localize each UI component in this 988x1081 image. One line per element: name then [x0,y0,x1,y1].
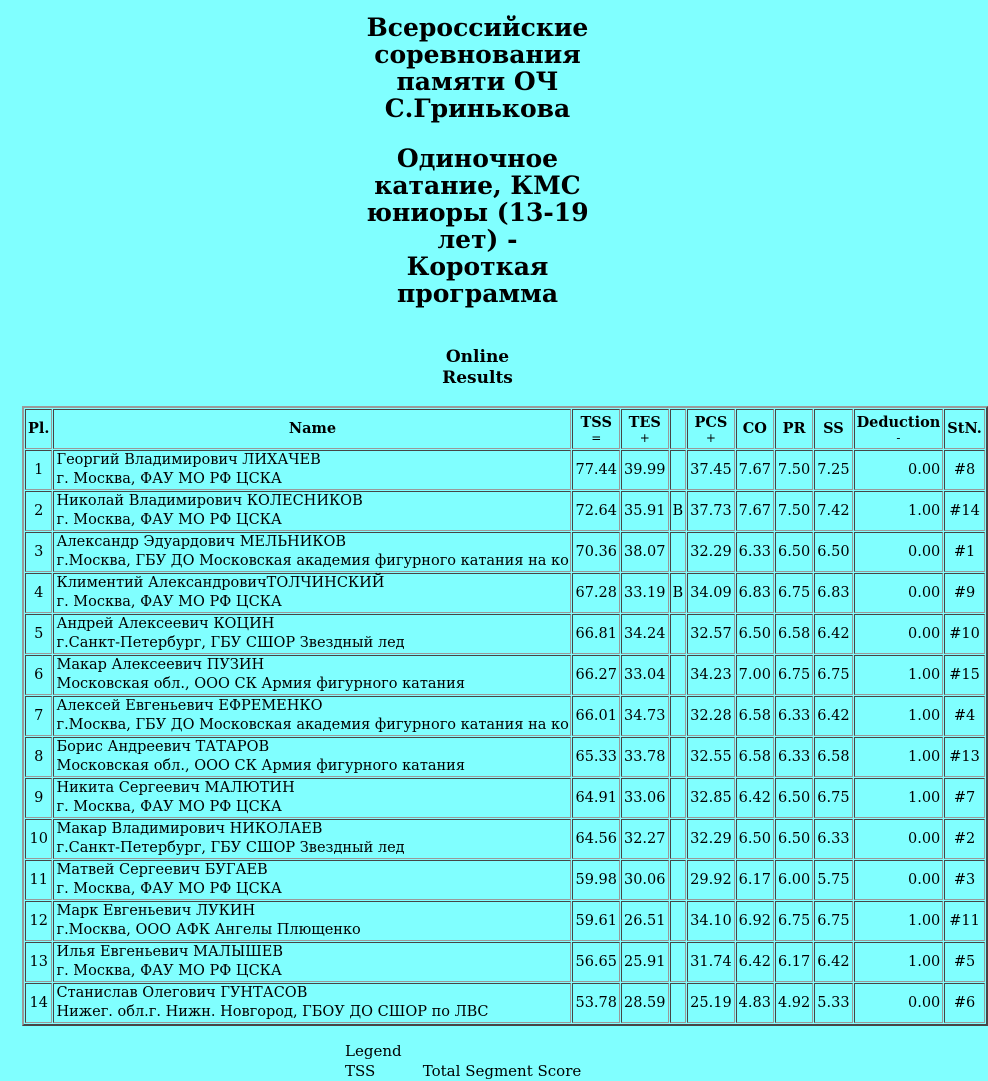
event-title-line: Одиночное [396,144,559,173]
table-row [25,532,985,572]
pr-cell: 6.75 [775,901,813,941]
ss-cell: 6.42 [814,942,852,982]
co-cell: 6.50 [736,614,774,654]
tss-cell: 56.65 [572,942,620,982]
deduction-cell: 1.00 [854,655,944,695]
co-cell: 7.00 [736,655,774,695]
tes-cell: 25.91 [621,942,669,982]
ss-cell: 7.25 [814,450,852,490]
ss-cell: 5.33 [814,983,852,1023]
co-cell: 6.42 [736,942,774,982]
col-header-stn: StN. [944,409,985,449]
bonus-flag-cell [670,778,687,818]
ss-cell: 5.75 [814,860,852,900]
event-title-line: катание, КМС [374,171,581,200]
table-row [25,778,985,818]
deduction-cell: 1.00 [854,491,944,531]
tes-cell: 26.51 [621,901,669,941]
table-row [25,655,985,695]
tss-cell: 70.36 [572,532,620,572]
pr-cell: 6.50 [775,532,813,572]
bonus-flag-cell [670,737,687,777]
tes-cell: 33.78 [621,737,669,777]
pr-cell: 6.50 [775,819,813,859]
skater-name: Николай Владимирович КОЛЕСНИКОВ [56,493,363,509]
start-number-cell: #7 [944,778,985,818]
skater-club: г. Москва, ФАУ МО РФ ЦСКА [56,512,282,528]
pcs-cell: 32.28 [687,696,735,736]
competition-title-line: памяти ОЧ [396,67,559,96]
col-header-ss: SS [814,409,852,449]
start-number-cell: #8 [944,450,985,490]
ss-cell: 6.42 [814,696,852,736]
bonus-flag-cell [670,819,687,859]
bonus-flag-cell [670,860,687,900]
deduction-cell: 1.00 [854,737,944,777]
skater-club: г. Москва, ФАУ МО РФ ЦСКА [56,881,282,897]
online-label: Online [445,347,510,367]
tes-cell: 39.99 [621,450,669,490]
table-row [25,737,985,777]
name-cell [53,901,571,941]
start-number-cell: #2 [944,819,985,859]
col-header-tes [621,409,669,449]
tss-cell: 66.27 [572,655,620,695]
ss-cell: 7.42 [814,491,852,531]
skater-club: Московская обл., ООО СК Армия фигурного катания [56,676,465,692]
pcs-cell: 34.09 [687,573,735,613]
name-cell [53,737,571,777]
skater-club: г. Москва, ФАУ МО РФ ЦСКА [56,963,282,979]
start-number-cell: #14 [944,491,985,531]
tss-cell: 66.01 [572,696,620,736]
competition-title-line: С.Гринькова [384,94,571,123]
table-row [25,860,985,900]
place-cell: 10 [25,819,52,859]
bonus-flag-cell [670,614,687,654]
deduction-cell: 0.00 [854,819,944,859]
co-cell: 6.58 [736,737,774,777]
results-label: Results [442,368,513,388]
ss-cell: 6.75 [814,778,852,818]
skater-name: Никита Сергеевич МАЛЮТИН [56,780,295,796]
pcs-cell: 32.57 [687,614,735,654]
place-cell: 8 [25,737,52,777]
bonus-flag-cell [670,696,687,736]
skater-name: Илья Евгеньевич МАЛЫШЕВ [56,944,284,960]
pr-cell: 6.50 [775,778,813,818]
name-cell [53,819,571,859]
start-number-cell: #6 [944,983,985,1023]
skater-name: Макар Алексеевич ПУЗИН [56,657,265,673]
place-cell: 12 [25,901,52,941]
skater-club: Московская обл., ООО СК Армия фигурного катания [56,758,465,774]
deduction-sign: - [896,431,901,445]
tes-cell: 33.04 [621,655,669,695]
start-number-cell: #13 [944,737,985,777]
table-row [25,942,985,982]
skater-name: Александр Эдуардович МЕЛЬНИКОВ [56,534,347,550]
skater-name: Марк Евгеньевич ЛУКИН [56,903,256,919]
legend-text: Total Segment Score [422,1062,582,1080]
legend-item [345,1061,581,1081]
ss-cell: 6.75 [814,901,852,941]
col-header-tss [572,409,620,449]
col-header-pl: Pl. [25,409,52,449]
legend-title: Legend [345,1042,402,1060]
pcs-cell: 31.74 [687,942,735,982]
pcs-label: PCS [694,414,728,431]
table-row [25,614,985,654]
skater-name: Георгий Владимирович ЛИХАЧЕВ [56,452,321,468]
name-cell [53,942,571,982]
skater-name: Макар Владимирович НИКОЛАЕВ [56,821,323,837]
competition-title [0,14,955,122]
pr-cell: 6.33 [775,696,813,736]
deduction-cell: 1.00 [854,696,944,736]
skater-club: г. Москва, ФАУ МО РФ ЦСКА [56,799,282,815]
place-cell: 9 [25,778,52,818]
tes-cell: 34.24 [621,614,669,654]
deduction-cell: 1.00 [854,901,944,941]
deduction-cell: 0.00 [854,532,944,572]
start-number-cell: #9 [944,573,985,613]
table-row [25,696,985,736]
pr-cell: 7.50 [775,450,813,490]
tes-cell: 28.59 [621,983,669,1023]
tes-cell: 30.06 [621,860,669,900]
name-cell [53,860,571,900]
start-number-cell: #1 [944,532,985,572]
place-cell: 5 [25,614,52,654]
place-cell: 13 [25,942,52,982]
start-number-cell: #4 [944,696,985,736]
col-header-name: Name [53,409,571,449]
skater-name: Климентий АлександровичТОЛЧИНСКИЙ [56,575,385,591]
event-title-line: Короткая [406,252,549,281]
pcs-cell: 32.55 [687,737,735,777]
deduction-cell: 0.00 [854,860,944,900]
ss-cell: 6.58 [814,737,852,777]
tss-cell: 64.91 [572,778,620,818]
start-number-cell: #3 [944,860,985,900]
col-header-bonus [670,409,687,449]
start-number-cell: #10 [944,614,985,654]
bonus-flag-cell: B [670,573,687,613]
event-title-line: лет) - [437,225,518,254]
bonus-flag-cell: B [670,491,687,531]
skater-club: г. Москва, ФАУ МО РФ ЦСКА [56,594,282,610]
place-cell: 7 [25,696,52,736]
header-row [25,409,985,449]
start-number-cell: #5 [944,942,985,982]
skater-club: г.Санкт-Петербург, ГБУ СШОР Звездный лед [56,840,405,856]
pr-cell: 6.75 [775,655,813,695]
skater-name: Матвей Сергеевич БУГАЕВ [56,862,268,878]
legend [345,1041,581,1081]
event-title-line: юниоры (13-19 [366,198,589,227]
name-cell [53,696,571,736]
deduction-cell: 0.00 [854,573,944,613]
name-cell [53,614,571,654]
place-cell: 2 [25,491,52,531]
name-cell [53,778,571,818]
name-cell [53,655,571,695]
place-cell: 1 [25,450,52,490]
pcs-cell: 37.45 [687,450,735,490]
pr-cell: 7.50 [775,491,813,531]
tes-cell: 34.73 [621,696,669,736]
tes-label: TES [628,414,661,431]
co-cell: 6.17 [736,860,774,900]
tss-cell: 67.28 [572,573,620,613]
bonus-flag-cell [670,901,687,941]
tss-cell: 65.33 [572,737,620,777]
col-header-co: CO [736,409,774,449]
co-cell: 7.67 [736,450,774,490]
tes-cell: 33.06 [621,778,669,818]
co-cell: 6.92 [736,901,774,941]
ss-cell: 6.33 [814,819,852,859]
competition-title-line: соревнования [374,40,581,69]
skater-club: г. Москва, ФАУ МО РФ ЦСКА [56,471,282,487]
competition-title-line: Всероссийские [366,13,589,42]
skater-club: г.Москва, ООО АФК Ангелы Плющенко [56,922,361,938]
table-row [25,901,985,941]
pr-cell: 6.33 [775,737,813,777]
table-row [25,573,985,613]
ss-cell: 6.42 [814,614,852,654]
tss-cell: 59.61 [572,901,620,941]
event-title-line: программа [396,279,559,308]
pr-cell: 6.17 [775,942,813,982]
col-header-deduction [854,409,944,449]
name-cell [53,983,571,1023]
co-cell: 4.83 [736,983,774,1023]
skater-club: г.Санкт-Петербург, ГБУ СШОР Звездный лед [56,635,405,651]
skater-club: г.Москва, ГБУ ДО Московская академия фигурного катания на ко [56,553,569,569]
table-row [25,819,985,859]
tss-label: TSS [580,414,612,431]
skater-name: Борис Андреевич ТАТАРОВ [56,739,270,755]
deduction-cell: 0.00 [854,450,944,490]
tes-sign: + [639,431,650,445]
tss-cell: 66.81 [572,614,620,654]
results-table [22,406,988,1026]
place-cell: 3 [25,532,52,572]
tes-cell: 33.19 [621,573,669,613]
co-cell: 6.33 [736,532,774,572]
co-cell: 6.50 [736,819,774,859]
place-cell: 4 [25,573,52,613]
pr-cell: 6.75 [775,573,813,613]
pcs-cell: 32.29 [687,819,735,859]
tes-cell: 38.07 [621,532,669,572]
co-cell: 6.42 [736,778,774,818]
ss-cell: 6.75 [814,655,852,695]
pcs-cell: 25.19 [687,983,735,1023]
deduction-cell: 0.00 [854,983,944,1023]
tes-cell: 35.91 [621,491,669,531]
deduction-cell: 0.00 [854,614,944,654]
name-cell [53,532,571,572]
pcs-cell: 34.23 [687,655,735,695]
bonus-flag-cell [670,983,687,1023]
skater-name: Алексей Евгеньевич ЕФРЕМЕНКО [56,698,323,714]
col-header-pcs [687,409,735,449]
co-cell: 6.83 [736,573,774,613]
event-title [0,145,955,307]
place-cell: 11 [25,860,52,900]
pcs-cell: 34.10 [687,901,735,941]
pcs-cell: 32.85 [687,778,735,818]
skater-club: Нижег. обл.г. Нижн. Новгород, ГБОУ ДО СШОР по ЛВС [56,1004,489,1020]
pr-cell: 4.92 [775,983,813,1023]
tss-sign: = [591,431,602,445]
tss-cell: 72.64 [572,491,620,531]
bonus-flag-cell [670,450,687,490]
pr-cell: 6.00 [775,860,813,900]
tes-cell: 32.27 [621,819,669,859]
deduction-cell: 1.00 [854,942,944,982]
pcs-cell: 32.29 [687,532,735,572]
tss-cell: 53.78 [572,983,620,1023]
legend-abbr: TSS [345,1062,376,1080]
skater-name: Станислав Олегович ГУНТАСОВ [56,985,308,1001]
co-cell: 6.58 [736,696,774,736]
results-body [25,450,985,1023]
name-cell [53,450,571,490]
place-cell: 6 [25,655,52,695]
tss-cell: 77.44 [572,450,620,490]
col-header-pr: PR [775,409,813,449]
bonus-flag-cell [670,532,687,572]
deduction-label: Deduction [856,414,941,431]
ss-cell: 6.83 [814,573,852,613]
name-cell [53,573,571,613]
table-row [25,983,985,1023]
tss-cell: 64.56 [572,819,620,859]
start-number-cell: #11 [944,901,985,941]
online-results-heading [0,347,955,389]
pr-cell: 6.58 [775,614,813,654]
pcs-cell: 37.73 [687,491,735,531]
name-cell [53,491,571,531]
tss-cell: 59.98 [572,860,620,900]
start-number-cell: #15 [944,655,985,695]
skater-name: Андрей Алексеевич КОЦИН [56,616,275,632]
deduction-cell: 1.00 [854,778,944,818]
place-cell: 14 [25,983,52,1023]
table-row [25,491,985,531]
skater-club: г.Москва, ГБУ ДО Московская академия фигурного катания на ко [56,717,569,733]
table-row [25,450,985,490]
ss-cell: 6.50 [814,532,852,572]
bonus-flag-cell [670,655,687,695]
pcs-cell: 29.92 [687,860,735,900]
pcs-sign: + [705,431,716,445]
bonus-flag-cell [670,942,687,982]
co-cell: 7.67 [736,491,774,531]
